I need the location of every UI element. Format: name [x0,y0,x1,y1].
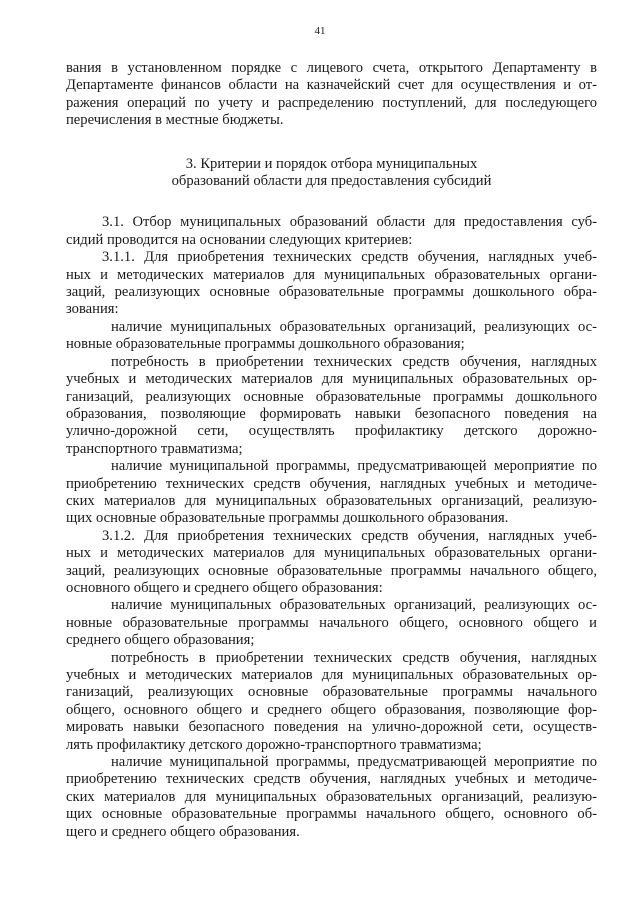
text-line: транспортного травматизма; [66,440,243,457]
text-line: ганизаций, реализующих основные образовательные программы дошкольного [66,388,597,405]
text-line: основного общего и среднего общего образования: [66,579,383,596]
text-line: среднего общего образования; [66,632,255,649]
paragraph-3-1-1 [66,249,597,319]
text-line: ражения операций по учету и распределению поступлений, для последующего [66,94,597,111]
text-line: ных и методических материалов для муниципальных образовательных органи- [66,545,597,562]
page-number: 41 [314,25,326,37]
text-line: сидий проводится на основании следующих критериев: [66,231,413,248]
text-line: щих основные образовательные программы начального общего, основного об- [66,806,597,823]
section-heading [66,156,597,191]
intro-paragraph [66,60,597,130]
text-line: зования: [66,301,119,318]
criterion-preschool-organizations [66,319,597,354]
text-line: Департаменте финансов области на казначейский счет для осуществления и от- [66,77,597,94]
heading-line: образований области для предоставления субсидий [171,173,492,190]
text-line: новные образовательные программы дошкольного образования; [66,336,465,353]
text-line: учебных и методических материалов для муниципальных образовательных ор- [66,667,597,683]
text-line: наличие муниципальной программы, предусматривающей мероприятие по [111,458,597,475]
text-line: щего и среднего общего образования. [66,823,300,840]
criterion-school-need [66,650,597,754]
criterion-preschool-program [66,458,597,528]
text-line: потребность в приобретении технических средств обучения, наглядных [111,353,597,370]
criterion-preschool-need [66,354,597,458]
text-line: новные образовательные программы начального общего, основного общего и [66,614,597,631]
text-line: ных и методических материалов для муниципальных образовательных органи- [66,266,597,283]
text-line: заций, реализующих основные образовательные программы начального общего, [66,562,597,579]
text-line: лять профилактику детского дорожно-транспортного травматизма; [66,736,482,753]
text-line: щих основные образовательные программы дошкольного образования. [66,510,509,527]
text-line: приобретению технических средств обучения, наглядных учебных и методиче- [66,475,597,492]
text-line: ских материалов для муниципальных образовательных организаций, реализую- [66,788,597,805]
text-line: заций, реализующих основные образовательные программы дошкольного обра- [66,284,597,301]
heading-line: 3. Критерии и порядок отбора муниципальных [185,155,478,172]
text-line: приобретению технических средств обучения, наглядных учебных и методиче- [66,771,597,788]
text-line: 3.1.2. Для приобретения технических средств обучения, наглядных учеб- [102,527,597,544]
text-line: улично-дорожной сети, осуществлять профилактику детского дорожно- [66,423,597,440]
text-line: ских материалов для муниципальных образовательных организаций, реализую- [66,492,597,509]
text-line: наличие муниципальных образовательных организаций, реализующих ос- [111,597,597,614]
text-line: образования, позволяющие формировать навыки безопасного поведения на [66,405,597,422]
text-line: потребность в приобретении технических средств обучения, наглядных [111,649,597,666]
text-line: общего, основного общего и среднего общего образования, позволяющие фор- [66,701,597,718]
text-line: 3.1.1. Для приобретения технических средств обучения, наглядных учеб- [102,249,597,266]
document-body [66,60,597,841]
criterion-school-program [66,754,597,841]
criterion-school-organizations [66,597,597,649]
text-line: ганизаций, реализующих основные образовательные программы начального [66,684,597,701]
text-line: наличие муниципальных образовательных организаций, реализующих ос- [111,318,597,335]
text-line: 3.1. Отбор муниципальных образований области для предоставления суб- [102,214,597,231]
text-line: мировать навыки безопасного поведения на улично-дорожной сети, осуществ- [66,719,597,736]
text-line: вания в установленном порядке с лицевого счета, открытого Департаменту в [66,60,597,76]
paragraph-3-1-2 [66,528,597,598]
paragraph-3-1 [66,214,597,249]
text-line: перечисления в местные бюджеты. [66,112,284,129]
text-line: учебных и методических материалов для муниципальных образовательных ор- [66,371,597,388]
text-line: наличие муниципальной программы, предусматривающей мероприятие по [111,754,597,771]
